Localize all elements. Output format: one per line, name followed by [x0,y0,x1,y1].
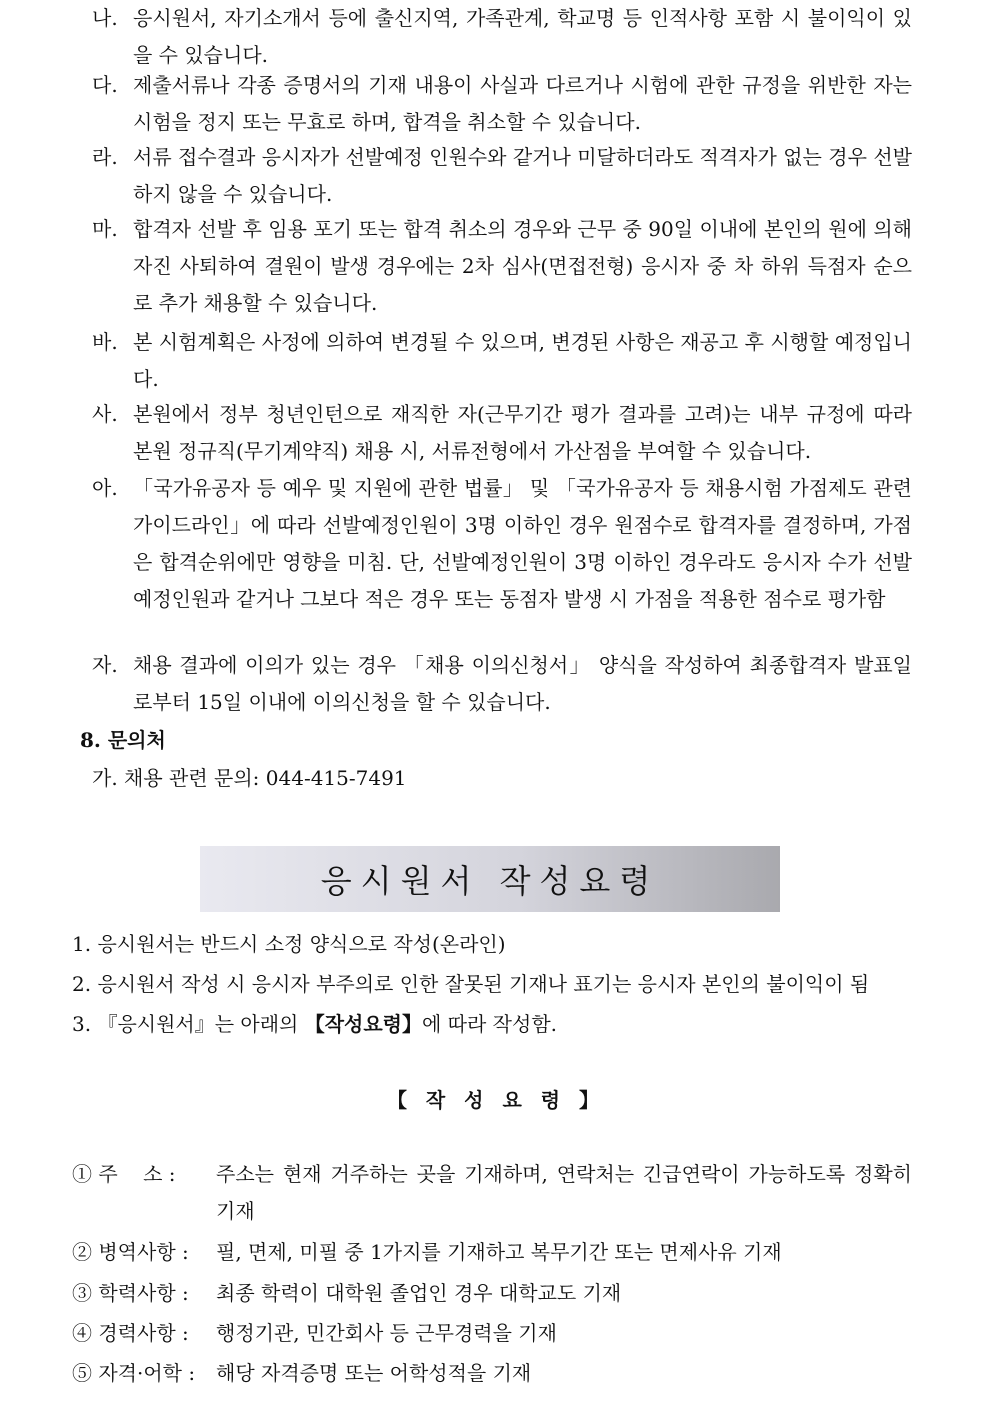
field-label: ① 주 소 : [72,1162,176,1186]
field-text: 해당 자격증명 또는 어학성적을 기재 [216,1361,532,1385]
notice-text: 「국가유공자 등 예우 및 지원에 관한 법률」 및 「국가유공자 등 채용시험 가점제도 관련 가이드라인」에 따라 선발예정인원이 3명 이하인 경우 원점수로 합격자를 결정하며, 가점은 합격순위에만 영향을 미침. 단, 선발예정인원이 3명 이하인 경우라도 응시자 수가 선발예정인원과 같거나 그보다 적은 경우 또는 동점자 발생 시 가점을 적용한 점수로 평가함 [133,476,912,611]
notice-marker: 자. [92,653,118,677]
notice-item-ba [92,324,912,398]
notice-marker: 라. [92,145,118,169]
guide-general-item-3 [72,1006,557,1043]
field-rule-military [72,1234,912,1271]
guide-general-item-3-suffix: 에 따라 작성함. [422,1012,557,1036]
field-rule-education [72,1275,912,1312]
notice-text: 채용 결과에 이의가 있는 경우 「채용 이의신청서」 양식을 작성하여 최종합격자 발표일로부터 15일 이내에 이의신청을 할 수 있습니다. [133,653,912,714]
notice-marker: 아. [92,476,118,500]
notice-item-da [92,67,912,141]
notice-item-na [92,0,912,74]
notice-text: 응시원서, 자기소개서 등에 출신지역, 가족관계, 학교명 등 인적사항 포함 시 불이익이 있을 수 있습니다. [133,6,912,67]
guide-title: 응시원서 작성요령 [320,862,660,900]
notice-text: 서류 접수결과 응시자가 선발예정 인원수와 같거나 미달하더라도 적격자가 없는 경우 선발하지 않을 수 있습니다. [133,145,912,206]
notice-marker: 나. [92,6,118,30]
notice-item-ma [92,211,912,322]
field-label: ④ 경력사항 : [72,1321,189,1345]
field-rule-qualification [72,1355,912,1392]
field-text: 행정기관, 민간회사 등 근무경력을 기재 [216,1321,557,1345]
guide-general-item-3-prefix: 3. 『응시원서』는 아래의 [72,1012,305,1036]
notice-text: 본 시험계획은 사정에 의하여 변경될 수 있으며, 변경된 사항은 재공고 후 시행할 예정입니다. [133,330,912,391]
notice-text: 본원에서 정부 청년인턴으로 재직한 자(근무기간 평가 결과를 고려)는 내부 규정에 따라 본원 정규직(무기계약직) 채용 시, 서류전형에서 가산점을 부여할 수 있습니다. [133,402,912,463]
notice-item-sa [92,396,912,470]
field-label: ③ 학력사항 : [72,1281,189,1305]
notice-item-a [92,470,912,618]
notice-item-ra [92,139,912,213]
field-rule-address [72,1156,912,1230]
field-text: 필, 면제, 미필 중 1가지를 기재하고 복무기간 또는 면제사유 기재 [216,1240,782,1264]
field-text: 주소는 현재 거주하는 곳을 기재하며, 연락처는 긴급연락이 가능하도록 정확히 기재 [216,1162,912,1223]
field-text: 최종 학력이 대학원 졸업인 경우 대학교도 기재 [216,1281,622,1305]
field-label: ⑤ 자격·어학 : [72,1361,196,1385]
contact-phone-line: 가. 채용 관련 문의: 044-415-7491 [92,766,407,790]
guide-subheading: 【 작 성 요 령 】 [386,1088,606,1112]
guide-title-banner [200,846,780,912]
notice-marker: 바. [92,330,118,354]
notice-marker: 사. [92,402,118,426]
guide-general-item-2: 2. 응시원서 작성 시 응시자 부주의로 인한 잘못된 기재나 표기는 응시자 본인의 불이익이 됨 [72,972,870,996]
notice-item-ja [92,647,912,721]
notice-text: 합격자 선발 후 임용 포기 또는 합격 취소의 경우와 근무 중 90일 이내에 본인의 원에 의해 자진 사퇴하여 결원이 발생 경우에는 2차 심사(면접전형) 응시자 중 차 하위 득점자 순으로 추가 채용할 수 있습니다. [133,217,912,315]
guide-general-item-1: 1. 응시원서는 반드시 소정 양식으로 작성(온라인) [72,932,506,956]
guide-general-item-3-emphasis: 【작성요령】 [304,1012,422,1036]
notice-marker: 다. [92,73,118,97]
field-label: ② 병역사항 : [72,1240,189,1264]
field-rule-career [72,1315,912,1352]
notice-marker: 마. [92,217,118,241]
notice-text: 제출서류나 각종 증명서의 기재 내용이 사실과 다르거나 시험에 관한 규정을 위반한 자는 시험을 정지 또는 무효로 하며, 합격을 취소할 수 있습니다. [133,73,912,134]
section-heading-inquiry: 8. 문의처 [80,728,166,752]
